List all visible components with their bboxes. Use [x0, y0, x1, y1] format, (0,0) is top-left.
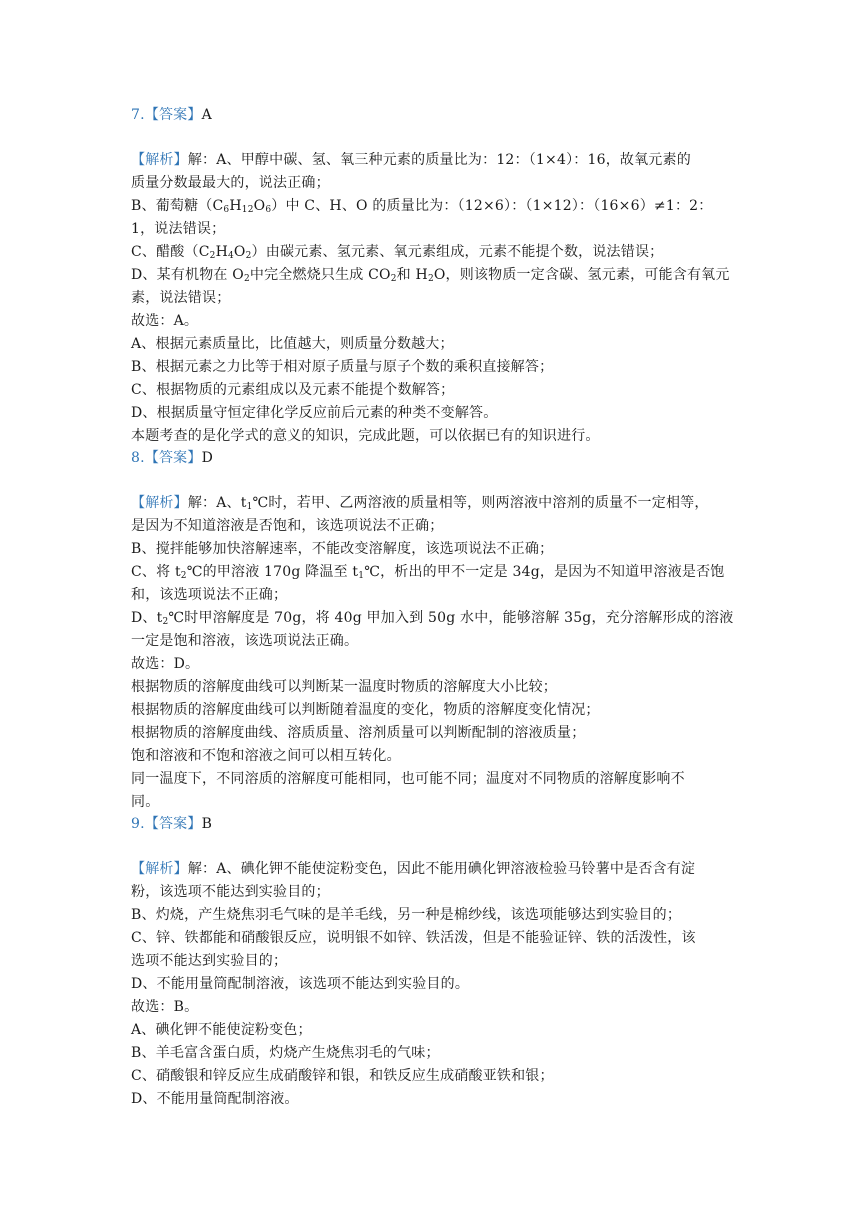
q8-text: ℃时甲溶解度是 70g，将 40g 甲加入到 50g 水中，能够溶解 35g，充分溶解形成的溶液 — [168, 610, 734, 626]
q8-subscript: 2 — [180, 571, 187, 581]
q7-text: B、根据元素之力比等于相对原子质量与原子个数的乘积直接解答； — [131, 359, 554, 375]
q8-text: 根据物质的溶解度曲线可以判断随着温度的变化，物质的溶解度变化情况； — [131, 702, 600, 718]
q9-analysis-tag: 【解析】 — [131, 861, 188, 877]
q7-analysis-line-13 — [131, 425, 741, 448]
q7-text: A、根据元素质量比，比值越大，则质量分数越大； — [131, 336, 454, 352]
q8-text: 根据物质的溶解度曲线可以判断某一温度时物质的溶解度大小比较； — [131, 679, 557, 695]
q8-text: 解：A、t — [187, 495, 247, 511]
q7-subscript: 6 — [223, 205, 230, 215]
q7-text: D、某有机物在 O — [131, 267, 244, 283]
q9-text: A、碘化钾不能使淀粉变色； — [131, 1022, 312, 1038]
q7-text: B、葡萄糖（C — [131, 198, 224, 214]
q7-answer-line — [131, 104, 741, 127]
q8-analysis-line-11 — [131, 722, 741, 745]
q8-analysis-line-10 — [131, 699, 741, 722]
q8-analysis-line-12 — [131, 745, 741, 768]
q9-answer-number: 9. — [131, 816, 145, 832]
q8-analysis-line-9 — [131, 676, 741, 699]
q7-subscript: 6 — [265, 205, 272, 215]
q7-subscript: 2 — [245, 251, 252, 261]
q7-text: H — [229, 198, 242, 214]
q7-analysis-line-9 — [131, 333, 741, 356]
q7-analysis-line-11 — [131, 379, 741, 402]
q7-subscript: 2 — [243, 274, 250, 284]
q8-analysis-line-6 — [131, 607, 741, 630]
q8-text: ℃时，若甲、乙两溶液的质量相等，则两溶液中溶剂的质量不一定相等， — [252, 495, 709, 511]
q9-text: 选项不能达到实验目的； — [131, 953, 288, 969]
q9-text: C、锌、铁都能和硝酸银反应，说明银不如锌、铁活泼，但是不能验证锌、铁的活泼性，该 — [131, 930, 696, 946]
q9-analysis-line-6 — [131, 973, 741, 996]
q8-analysis-tag: 【解析】 — [131, 495, 188, 511]
q9-analysis-line-3 — [131, 904, 741, 927]
q9-analysis-line-9 — [131, 1042, 741, 1065]
q8-text: C、将 t — [131, 564, 181, 580]
q9-analysis-line-8 — [131, 1019, 741, 1042]
q8-analysis-line-3 — [131, 538, 741, 561]
q8-analysis-line-5 — [131, 584, 741, 607]
q7-subscript: 2 — [209, 251, 216, 261]
q8-text: D、t — [131, 610, 163, 626]
q8-answer-number: 8. — [131, 450, 145, 466]
q9-analysis-line-10 — [131, 1065, 741, 1088]
q9-analysis-line-2 — [131, 881, 741, 904]
q8-subscript: 2 — [162, 617, 169, 627]
q7-answer-value: A — [201, 107, 212, 123]
q7-analysis-line-8 — [131, 310, 741, 333]
q9-answer-line — [131, 813, 741, 836]
q7-text: ）由碳元素、氢元素、氧元素组成，元素不能提个数，说法错误； — [251, 244, 664, 260]
q7-analysis-line-4 — [131, 218, 741, 241]
q7-answer-number: 7. — [131, 107, 145, 123]
q8-subscript: 1 — [358, 571, 365, 581]
q9-text: C、硝酸银和锌反应生成硝酸锌和银，和铁反应生成硝酸亚铁和银； — [131, 1068, 554, 1084]
q9-text: 故选：B。 — [131, 999, 199, 1015]
q8-text: ℃的甲溶液 170g 降温至 t — [186, 564, 359, 580]
q7-analysis-line-3 — [131, 195, 741, 218]
q8-analysis-line-14 — [131, 791, 741, 814]
q7-analysis-line-2 — [131, 172, 741, 195]
q7-subscript: 12 — [241, 205, 254, 215]
q7-analysis-line-7 — [131, 287, 741, 310]
q7-answer-tag: 【答案】 — [144, 107, 202, 123]
q9-text: B、羊毛富含蛋白质，灼烧产生烧焦羽毛的气味； — [131, 1045, 440, 1061]
q8-answer-value: D — [201, 450, 214, 466]
q9-analysis-line-5 — [131, 950, 741, 973]
q7-analysis-line-10 — [131, 356, 741, 379]
q8-analysis-line-2 — [131, 515, 741, 538]
q7-text: D、根据质量守恒定律化学反应前后元素的种类不变解答。 — [131, 405, 498, 421]
q7-subscript: 2 — [427, 274, 434, 284]
q8-text: 一定是饱和溶液，该选项说法正确。 — [131, 633, 359, 649]
q7-analysis-line-5 — [131, 241, 741, 264]
q9-text: D、不能用量筒配制溶液，该选项不能达到实验目的。 — [131, 976, 470, 992]
q8-analysis-line-13 — [131, 768, 741, 791]
q7-text: O — [253, 198, 266, 214]
q7-text: 本题考查的是化学式的意义的知识，完成此题，可以依据已有的知识进行。 — [131, 428, 600, 444]
q9-text: B、灼烧，产生烧焦羽毛气味的是羊毛线，另一种是棉纱线，该选项能够达到实验目的； — [131, 907, 682, 923]
q7-text: C、根据物质的元素组成以及元素不能提个数解答； — [131, 382, 455, 398]
q9-text: 解：A、碘化钾不能使淀粉变色，因此不能用碘化钾溶液检验马铃薯中是否含有淀 — [187, 861, 696, 877]
q7-text: 解：A、甲醇中碳、氢、氧三种元素的质量比为：12：（1×4）：16，故氧元素的 — [187, 152, 691, 168]
q7-text: 故选：A。 — [131, 313, 199, 329]
q9-analysis-line-11 — [131, 1088, 741, 1111]
q9-analysis-line-1 — [131, 858, 741, 881]
q8-text: 同一温度下，不同溶质的溶解度可能相同，也可能不同；温度对不同物质的溶解度影响不 — [131, 771, 685, 787]
q8-answer-line — [131, 447, 741, 470]
q8-text: ℃，析出的甲不一定是 34g，是因为不知道甲溶液是否饱 — [364, 564, 725, 580]
q7-text: 和 H — [396, 267, 428, 283]
q8-text: 是因为不知道溶液是否饱和，该选项说法不正确； — [131, 518, 444, 534]
q8-text: 同。 — [131, 794, 160, 810]
q7-text: O，则该物质一定含碳、氢元素，可能含有氧元 — [433, 267, 730, 283]
q8-analysis-line-7 — [131, 630, 741, 653]
q8-analysis-line-1 — [131, 492, 741, 515]
q8-text: 故选：D。 — [131, 656, 200, 672]
q9-analysis-line-7 — [131, 996, 741, 1019]
q8-analysis-line-4 — [131, 561, 741, 584]
q7-subscript: 4 — [227, 251, 234, 261]
q9-analysis-line-4 — [131, 927, 741, 950]
q9-answer-value: B — [201, 816, 213, 832]
q8-answer-tag: 【答案】 — [144, 450, 202, 466]
q7-text: H — [215, 244, 228, 260]
q8-text: 根据物质的溶解度曲线、溶质质量、溶剂质量可以判断配制的溶液质量； — [131, 725, 586, 741]
q8-text: 饱和溶液和不饱和溶液之间可以相互转化。 — [131, 748, 401, 764]
q8-text: B、搅拌能够加快溶解速率，不能改变溶解度，该选项说法不正确； — [131, 541, 554, 557]
q9-text: D、不能用量筒配制溶液。 — [131, 1091, 299, 1107]
q8-subscript: 1 — [246, 502, 253, 512]
q7-analysis-tag: 【解析】 — [131, 152, 188, 168]
q9-answer-tag: 【答案】 — [144, 816, 202, 832]
q7-subscript: 2 — [390, 274, 397, 284]
q7-analysis-line-1 — [131, 149, 741, 172]
q7-text: 素，说法错误； — [131, 290, 231, 306]
q7-text: O — [233, 244, 246, 260]
q7-text: ）中 C、H、O 的质量比为：（12×6）：（1×12）：（16×6）≠1：2： — [271, 198, 713, 214]
q7-text: 1，说法错误； — [131, 221, 226, 237]
q7-text: 质量分数最最大的，说法正确； — [131, 175, 330, 191]
q8-analysis-line-8 — [131, 653, 741, 676]
q9-text: 粉，该选项不能达到实验目的； — [131, 884, 330, 900]
q7-analysis-line-6 — [131, 264, 741, 287]
q7-text: 中完全燃烧只生成 CO — [249, 267, 391, 283]
q8-text: 和，该选项说法不正确； — [131, 587, 288, 603]
q7-text: C、醋酸（C — [131, 244, 210, 260]
q7-analysis-line-12 — [131, 402, 741, 425]
